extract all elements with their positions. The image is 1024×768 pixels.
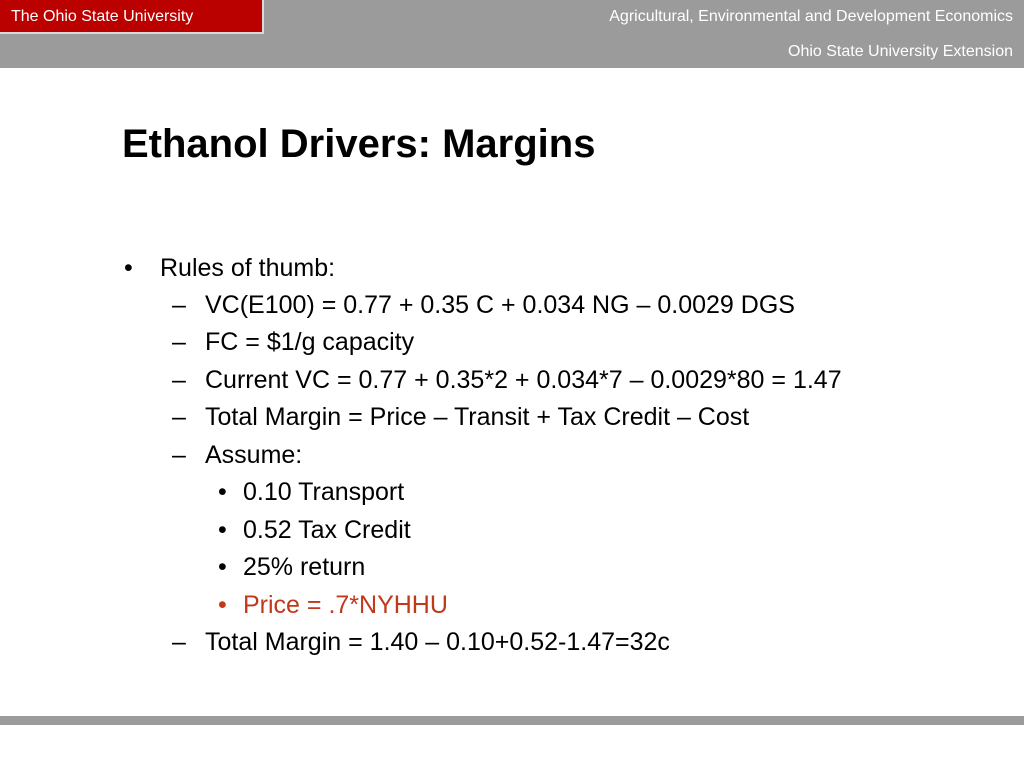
assumption-return: 25% return	[243, 553, 366, 581]
bullet-marker: •	[218, 516, 227, 544]
university-name: The Ohio State University	[11, 8, 194, 25]
dash-marker: –	[172, 628, 186, 656]
dash-marker: –	[172, 328, 186, 356]
dash-marker: –	[172, 291, 186, 319]
dash-marker: –	[172, 366, 186, 394]
extension-name: Ohio State University Extension	[788, 43, 1013, 60]
sub-item-vc-formula: VC(E100) = 0.77 + 0.35 C + 0.034 NG – 0.0029 DGS	[205, 291, 795, 319]
sub-item-current-vc: Current VC = 0.77 + 0.35*2 + 0.034*7 – 0.0029*80 = 1.47	[205, 366, 842, 394]
header-bar	[0, 0, 1024, 68]
sub-item-assume: Assume:	[205, 441, 303, 469]
bullet-marker: •	[218, 553, 227, 581]
sub-item-total-margin-result: Total Margin = 1.40 – 0.10+0.52-1.47=32c	[205, 628, 670, 656]
dash-marker: –	[172, 403, 186, 431]
slide-title: Ethanol Drivers: Margins	[122, 122, 596, 166]
university-tab	[0, 0, 264, 34]
bullet-rules-of-thumb: Rules of thumb:	[160, 254, 336, 282]
department-name: Agricultural, Environmental and Development Economics	[609, 8, 1013, 25]
bullet-marker: •	[124, 254, 133, 282]
bullet-marker: •	[218, 591, 227, 619]
dash-marker: –	[172, 441, 186, 469]
footer-bar	[0, 716, 1024, 725]
sub-item-total-margin-definition: Total Margin = Price – Transit + Tax Credit – Cost	[205, 403, 750, 431]
bullet-marker: •	[218, 478, 227, 506]
assumption-price: Price = .7*NYHHU	[243, 591, 448, 619]
assumption-tax-credit: 0.52 Tax Credit	[243, 516, 411, 544]
sub-item-fc: FC = $1/g capacity	[205, 328, 415, 356]
assumption-transport: 0.10 Transport	[243, 478, 405, 506]
